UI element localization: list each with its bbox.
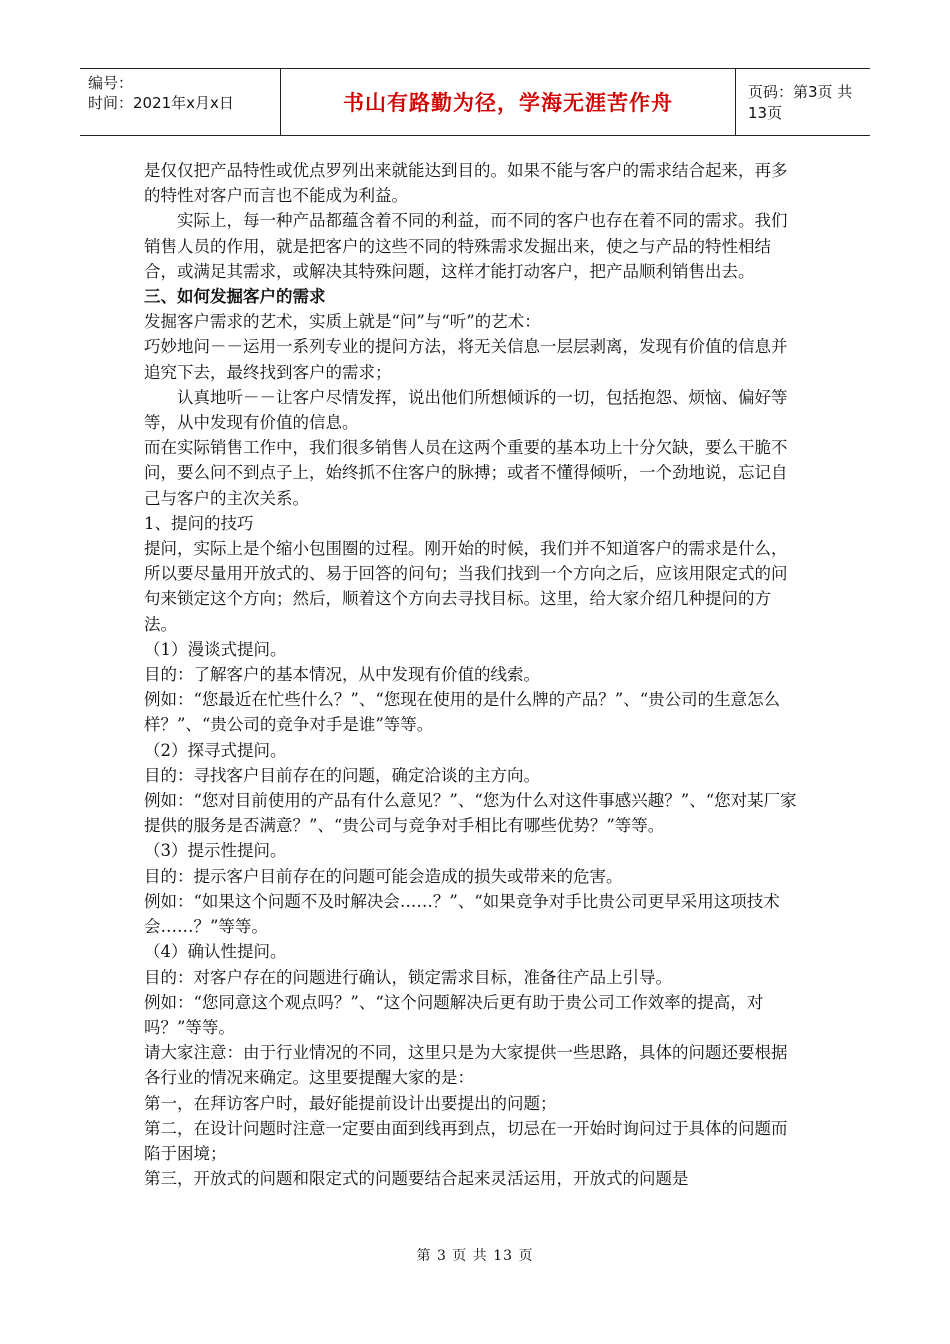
list-item-text: 在拜访客户时，最好能提前设计出要提出的问题； — [193, 1093, 557, 1113]
list-item-text: 开放式的问题和限定式的问题要结合起来灵活运用，开放式的问题是 — [193, 1169, 689, 1189]
method-heading: （4）确认性提问。 — [144, 942, 287, 962]
paragraph: 例如：“您同意这个观点吗？”、“这个问题解决后更有助于贵公司工作效率的提高，对吗？”等等。 — [144, 992, 764, 1037]
list-item-label: 第一， — [144, 1093, 194, 1113]
paragraph: 提问，实际上是个缩小包围圈的过程。刚开始的时候，我们并不知道客户的需求是什么，所以要尽量用开放式的、易于回答的问句；当我们找到一个方向之后，应该用限定式的问句来锁定这个方向；然后，顺着这个方向去寻找目标。这里，给大家介绍几种提问的方法。 — [144, 539, 788, 634]
document-body — [144, 158, 799, 1191]
paragraph: 目的：了解客户的基本情况，从中发现有价值的线索。 — [144, 665, 540, 685]
paragraph: 是仅仅把产品特性或优点罗列出来就能达到目的。如果不能与客户的需求结合起来，再多的特性对客户而言也不能成为利益。 — [144, 161, 788, 206]
list-item — [144, 1091, 799, 1116]
paragraph: 目的：提示客户目前存在的问题可能会造成的损失或带来的危害。 — [144, 866, 623, 886]
document-time-label: 时间：2021年x月x日 — [88, 94, 234, 112]
section-heading: 三、如何发掘客户的需求 — [144, 287, 326, 307]
header-meta — [80, 69, 280, 135]
paragraph: 而在实际销售工作中，我们很多销售人员在这两个重要的基本功上十分欠缺，要么干脆不问，要么问不到点子上，始终抓不住客户的脉搏；或者不懂得倾听，一个劲地说，忘记自己与客户的主次关系。 — [144, 438, 788, 508]
method-heading: （1）漫谈式提问。 — [144, 639, 287, 659]
paragraph: 发掘客户需求的艺术，实质上就是“问”与“听”的艺术： — [144, 312, 541, 332]
paragraph: 目的：对客户存在的问题进行确认，锁定需求目标，准备往产品上引导。 — [144, 967, 672, 987]
list-item — [144, 1166, 799, 1191]
paragraph: 实际上，每一种产品都蕴含着不同的利益，而不同的客户也存在着不同的需求。我们销售人员的作用，就是把客户的这些不同的特殊需求发掘出来，使之与产品的特性相结合，或满足其需求，或解决其特殊问题，这样才能打动客户，把产品顺利销售出去。 — [144, 211, 788, 281]
list-item-label: 第三， — [144, 1169, 194, 1189]
list-item-text: 在设计问题时注意一定要由面到线再到点，切忌在一开始时询问过于具体的问题而陷于困境； — [144, 1118, 788, 1163]
paragraph: 巧妙地问－－运用一系列专业的提问方法，将无关信息一层层剥离，发现有价值的信息并追究下去，最终找到客户的需求； — [144, 337, 788, 382]
paragraph: 例如：“您最近在忙些什么？”、“您现在使用的是什么牌的产品？”、“贵公司的生意怎么样？”、“贵公司的竞争对手是谁”等等。 — [144, 690, 781, 735]
page-header — [80, 68, 870, 136]
paragraph: 目的：寻找客户目前存在的问题，确定洽谈的主方向。 — [144, 765, 540, 785]
subsection-heading: 1、提问的技巧 — [144, 513, 254, 533]
document-number-label: 编号： — [88, 74, 134, 92]
header-page-info: 页码：第3页 共13页 — [748, 83, 853, 122]
header-motto: 书山有路勤为径，学海无涯苦作舟 — [280, 69, 736, 135]
paragraph: 认真地听－－让客户尽情发挥，说出他们所想倾诉的一切，包括抱怨、烦恼、偏好等等，从中发现有价值的信息。 — [144, 387, 788, 433]
method-heading: （3）提示性提问。 — [144, 841, 287, 861]
list-item-label: 第二， — [144, 1118, 194, 1138]
page-footer: 第 3 页 共 13 页 — [416, 1248, 534, 1264]
list-item — [144, 1116, 799, 1166]
paragraph: 例如：“您对目前使用的产品有什么意见？”、“您为什么对这件事感兴趣？”、“您对某厂家提供的服务是否满意？”、“贵公司与竞争对手相比有哪些优势？”等等。 — [144, 791, 797, 836]
paragraph: 例如：“如果这个问题不及时解决会……？”、“如果竞争对手比贵公司更早采用这项技术会……？”等等。 — [144, 891, 780, 937]
paragraph: 请大家注意：由于行业情况的不同，这里只是为大家提供一些思路，具体的问题还要根据各行业的情况来确定。这里要提醒大家的是： — [144, 1043, 788, 1088]
method-heading: （2）探寻式提问。 — [144, 740, 287, 760]
